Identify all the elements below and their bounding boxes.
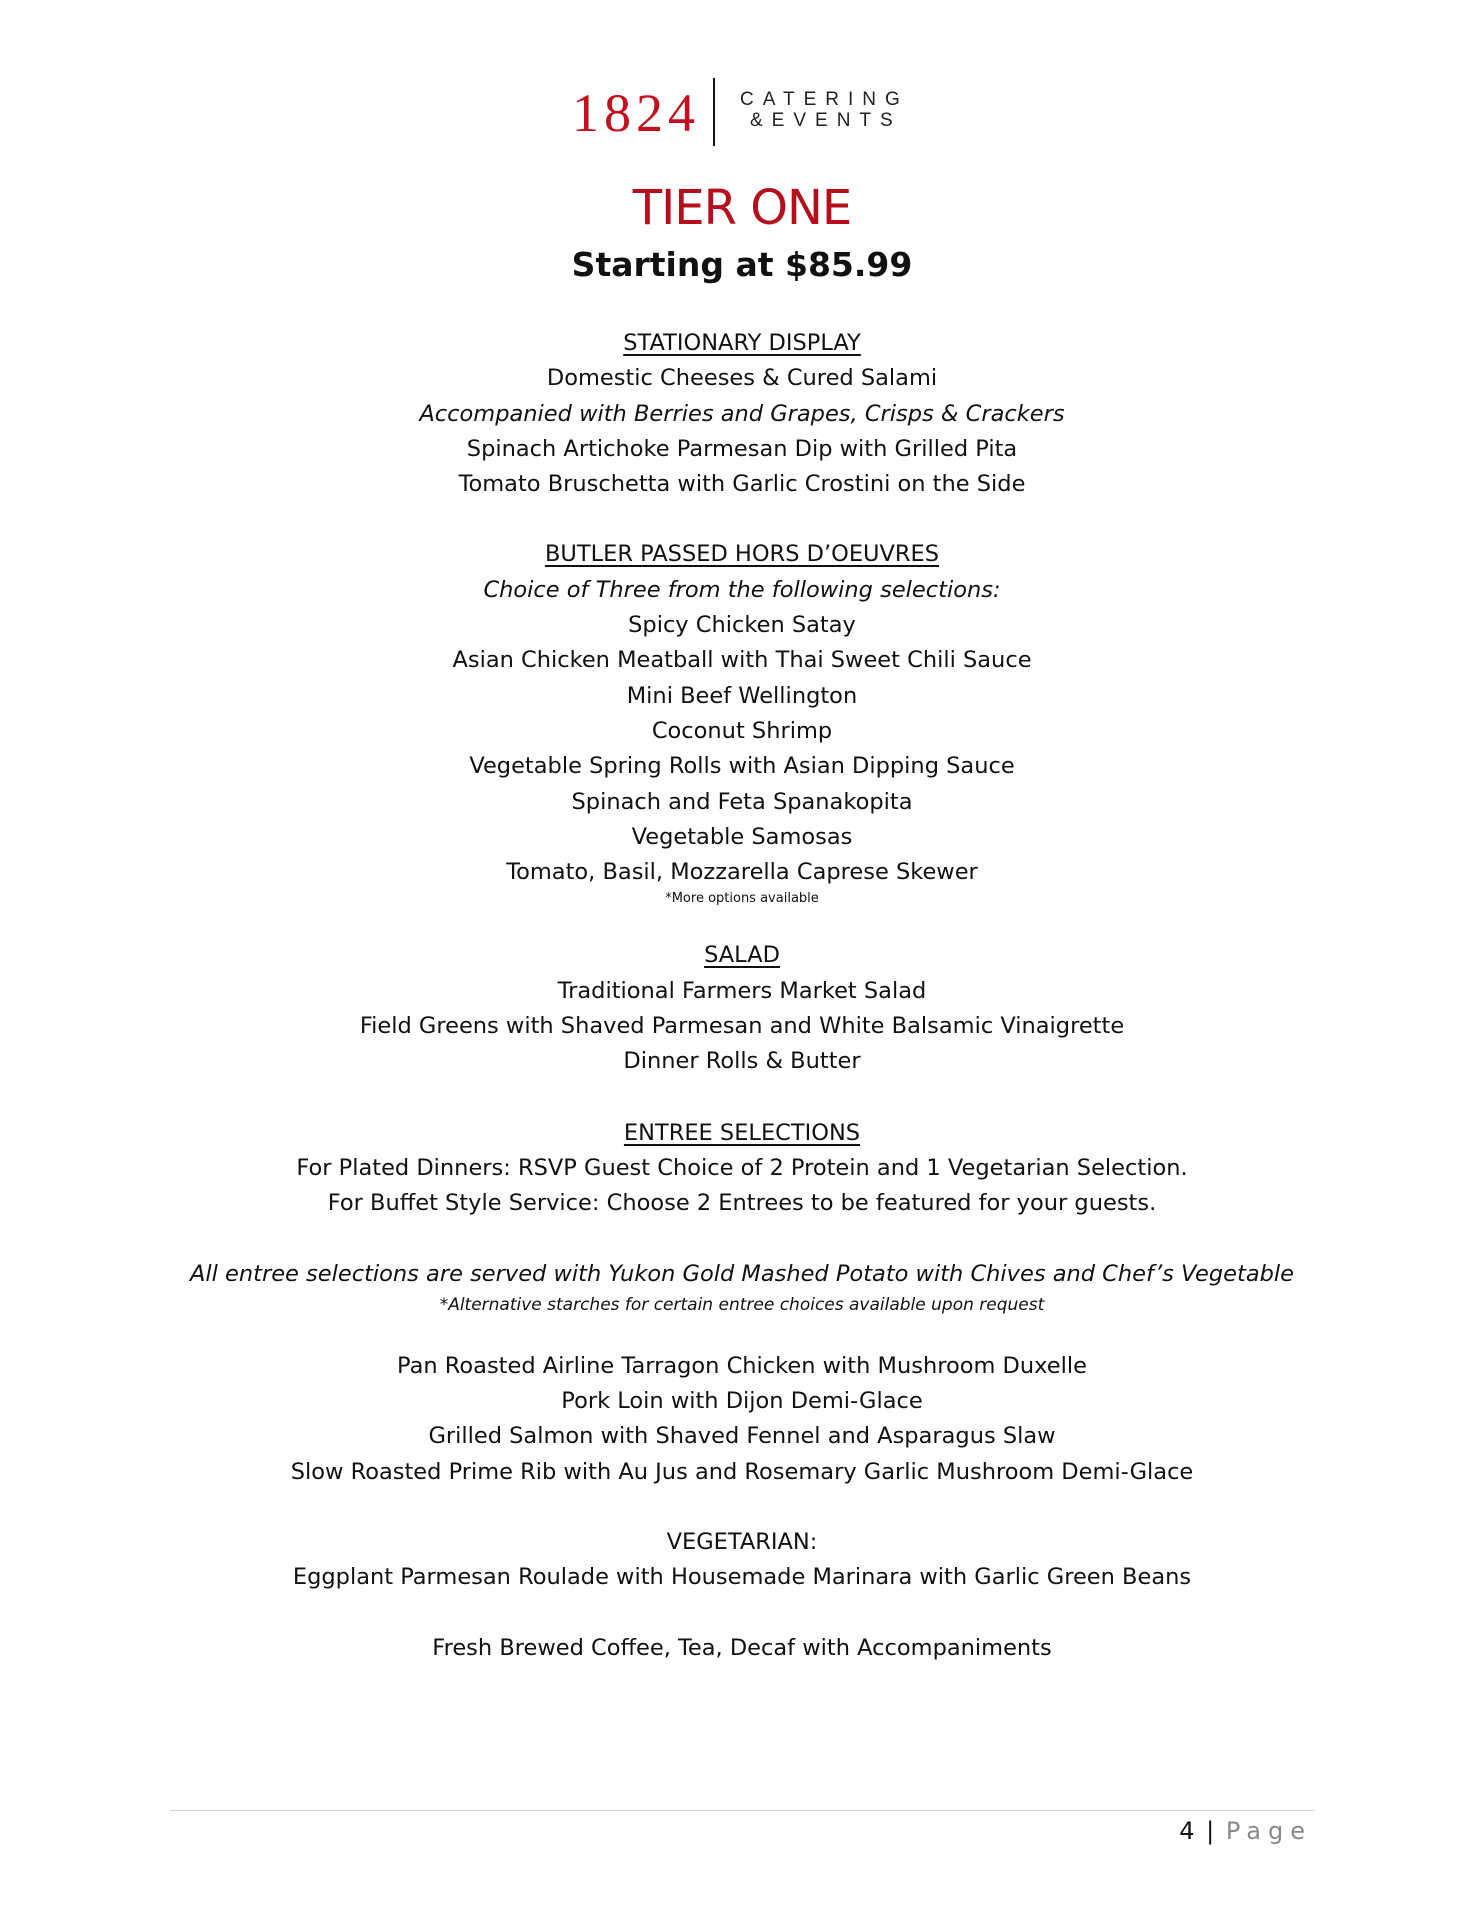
menu-item: Spinach Artichoke Parmesan Dip with Grilled Pita <box>466 435 1018 462</box>
section-heading-salad: SALAD <box>704 942 780 969</box>
page-number: 4 <box>1179 1817 1195 1845</box>
entree-item: Slow Roasted Prime Rib with Au Jus and Rosemary Garlic Mushroom Demi-Glace <box>290 1458 1194 1485</box>
menu-item: Mini Beef Wellington <box>626 682 858 709</box>
menu-item: Vegetable Samosas <box>631 823 853 850</box>
section-heading-butler-passed: BUTLER PASSED HORS D’OEUVRES <box>544 541 940 568</box>
price-subtitle: Starting at $85.99 <box>571 245 913 284</box>
starch-note: *Alternative starches for certain entree choices available upon request <box>439 1294 1045 1315</box>
menu-content <box>0 326 1484 1666</box>
logo-divider <box>713 78 715 146</box>
page-label: Page <box>1225 1817 1312 1845</box>
menu-item: Traditional Farmers Market Salad <box>557 977 927 1004</box>
menu-item: Dinner Rolls & Butter <box>623 1048 861 1075</box>
menu-item: Spinach and Feta Spanakopita <box>571 788 913 815</box>
entree-item: Grilled Salmon with Shaved Fennel and Asparagus Slaw <box>428 1423 1056 1450</box>
menu-item: Tomato, Basil, Mozzarella Caprese Skewer <box>506 859 978 886</box>
menu-item: Vegetable Spring Rolls with Asian Dipping Sauce <box>469 753 1015 780</box>
page-footer <box>1179 1816 1312 1846</box>
plated-instructions: For Plated Dinners: RSVP Guest Choice of 2 Protein and 1 Vegetarian Selection. <box>296 1154 1188 1181</box>
logo-text-line1: CATERING <box>740 89 909 110</box>
section-heading-stationary: STATIONARY DISPLAY <box>623 330 861 356</box>
logo-number: 1824 <box>572 83 700 143</box>
menu-item-accompaniment: Accompanied with Berries and Grapes, Crisps & Crackers <box>419 400 1065 427</box>
footer-separator: | <box>1206 1817 1215 1845</box>
section-heading-vegetarian: VEGETARIAN: <box>666 1529 818 1556</box>
served-with-note: All entree selections are served with Yukon Gold Mashed Potato with Chives and Chef’s Vegetable <box>189 1260 1295 1287</box>
entree-item: Pan Roasted Airline Tarragon Chicken with Mushroom Duxelle <box>397 1352 1087 1379</box>
buffet-instructions: For Buffet Style Service: Choose 2 Entrees to be featured for your guests. <box>327 1190 1157 1217</box>
vegetarian-item: Eggplant Parmesan Roulade with Housemade Marinara with Garlic Green Beans <box>292 1564 1192 1591</box>
menu-item: Asian Chicken Meatball with Thai Sweet Chili Sauce <box>452 647 1032 674</box>
menu-item: Coconut Shrimp <box>651 717 833 744</box>
logo-text-line2: &EVENTS <box>750 110 902 131</box>
page-title: TIER ONE <box>632 180 852 236</box>
section-heading-entree: ENTREE SELECTIONS <box>623 1119 861 1146</box>
more-options-note: *More options available <box>665 891 819 907</box>
menu-item: Tomato Bruschetta with Garlic Crostini on the Side <box>458 471 1026 498</box>
brand-logo <box>0 78 1484 148</box>
footer-divider <box>170 1810 1315 1811</box>
butler-intro: Choice of Three from the following selections: <box>483 576 1001 603</box>
menu-item: Spicy Chicken Satay <box>628 612 856 639</box>
beverage-line: Fresh Brewed Coffee, Tea, Decaf with Accompaniments <box>432 1634 1052 1661</box>
entree-item: Pork Loin with Dijon Demi-Glace <box>561 1388 923 1415</box>
menu-item: Domestic Cheeses & Cured Salami <box>546 365 938 392</box>
menu-item: Field Greens with Shaved Parmesan and White Balsamic Vinaigrette <box>359 1013 1125 1040</box>
